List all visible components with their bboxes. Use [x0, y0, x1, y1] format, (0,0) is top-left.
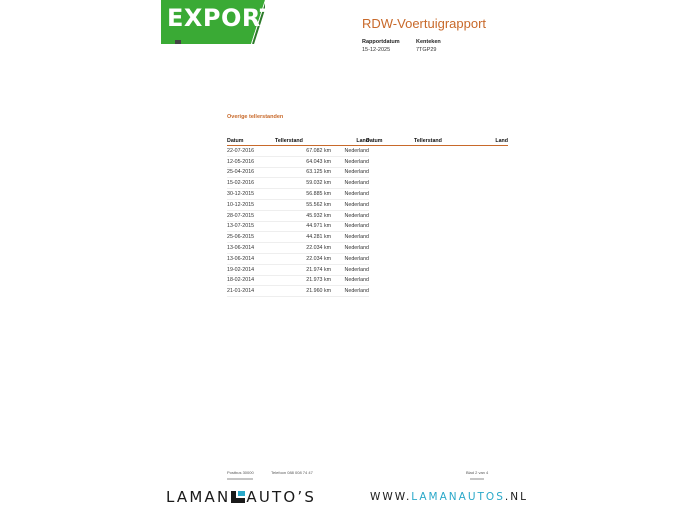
cell-odometer: 59.032 km	[273, 178, 331, 189]
cell-country: Nederland	[331, 264, 369, 275]
cell-country: Nederland	[331, 232, 369, 243]
brand-url-name: LAMANAUTOS	[411, 491, 505, 503]
col-odometer-header	[412, 138, 470, 146]
brand-url	[370, 491, 528, 503]
cell-odometer: 21.960 km	[273, 286, 331, 297]
plate-label: Kenteken	[416, 39, 441, 45]
brand-url-suffix: .NL	[504, 491, 528, 503]
cell-date: 13-06-2014	[227, 243, 273, 254]
cell-country: Nederland	[331, 286, 369, 297]
footer-cut-text	[470, 478, 484, 480]
report-date-label: Rapportdatum	[362, 39, 400, 45]
cell-odometer: 67.082 km	[273, 146, 331, 157]
brand-name-part1: LAMAN	[166, 488, 231, 506]
cell-date: 22-07-2016	[227, 146, 273, 157]
footer-phone: Telefoon 088 008 74 47	[271, 470, 313, 475]
cell-date: 10-12-2015	[227, 199, 273, 210]
cell-date: 13-06-2014	[227, 253, 273, 264]
cell-country: Nederland	[331, 156, 369, 167]
odometer-rows	[227, 146, 369, 297]
table-row	[227, 156, 369, 167]
table-row	[227, 221, 369, 232]
table-row	[227, 286, 369, 297]
cell-date: 19-02-2014	[227, 264, 273, 275]
table-row	[227, 210, 369, 221]
col-date-header: Datum	[366, 138, 412, 146]
cell-country: Nederland	[331, 199, 369, 210]
cell-odometer: 22.034 km	[273, 243, 331, 254]
table-row	[227, 178, 369, 189]
cell-country: Nederland	[331, 167, 369, 178]
cell-country: Nederland	[331, 253, 369, 264]
cell-odometer: 21.974 km	[273, 264, 331, 275]
table-row	[227, 232, 369, 243]
brand-url-prefix: WWW.	[370, 491, 412, 503]
cell-date: 30-12-2015	[227, 189, 273, 200]
cell-country: Nederland	[331, 178, 369, 189]
col-country-header: Land	[470, 138, 508, 146]
cell-country: Nederland	[331, 146, 369, 157]
cell-odometer: 64.043 km	[273, 156, 331, 167]
table-row	[227, 146, 369, 157]
odometer-table-right	[366, 138, 508, 146]
export-label: EXPORT	[167, 4, 277, 32]
plate-value: 7TGP29	[416, 47, 437, 53]
cell-date: 18-02-2014	[227, 275, 273, 286]
cell-odometer: 45.932 km	[273, 210, 331, 221]
col-odometer-header-text: Tellerstand	[275, 138, 303, 144]
cell-odometer: 44.281 km	[273, 232, 331, 243]
table-row	[227, 253, 369, 264]
cell-odometer: 56.885 km	[273, 189, 331, 200]
table-row	[227, 264, 369, 275]
cell-date: 25-06-2015	[227, 232, 273, 243]
cell-date: 21-01-2014	[227, 286, 273, 297]
table-row	[227, 275, 369, 286]
table-row	[227, 189, 369, 200]
footer-address: Postbus 30000	[227, 470, 254, 475]
cell-country: Nederland	[331, 243, 369, 254]
table-row	[227, 243, 369, 254]
cell-date: 28-07-2015	[227, 210, 273, 221]
odometer-table-left	[227, 138, 369, 297]
cell-country: Nederland	[331, 210, 369, 221]
table-header-row	[366, 138, 508, 146]
col-country-header: Land	[331, 138, 369, 146]
col-odometer-header-text: Tellerstand	[414, 138, 442, 144]
brand-logo-icon	[231, 491, 245, 503]
cell-odometer: 55.562 km	[273, 199, 331, 210]
cell-date: 25-04-2016	[227, 167, 273, 178]
col-date-header: Datum	[227, 138, 273, 146]
cell-country: Nederland	[331, 189, 369, 200]
footer-page-number: Blad 2 van 4	[466, 470, 489, 475]
cell-odometer: 63.125 km	[273, 167, 331, 178]
report-title: RDW-Voertuigrapport	[362, 16, 487, 31]
table-row	[227, 199, 369, 210]
report-date-value: 15-12-2025	[362, 47, 391, 53]
cell-date: 15-02-2016	[227, 178, 273, 189]
cell-country: Nederland	[331, 221, 369, 232]
section-title: Overige tellerstanden	[227, 114, 284, 120]
brand-logo	[166, 488, 316, 506]
cell-odometer: 22.034 km	[273, 253, 331, 264]
cell-country: Nederland	[331, 275, 369, 286]
cell-date: 13-07-2015	[227, 221, 273, 232]
cell-odometer: 44.971 km	[273, 221, 331, 232]
cell-odometer: 21.973 km	[273, 275, 331, 286]
table-row	[227, 167, 369, 178]
col-odometer-header	[273, 138, 331, 146]
cell-date: 12-05-2016	[227, 156, 273, 167]
brand-name-part2: AUTO’S	[246, 488, 317, 506]
header-mark	[175, 40, 181, 44]
export-badge	[161, 0, 277, 44]
table-header-row	[227, 138, 369, 146]
footer-cut-text	[227, 478, 253, 480]
